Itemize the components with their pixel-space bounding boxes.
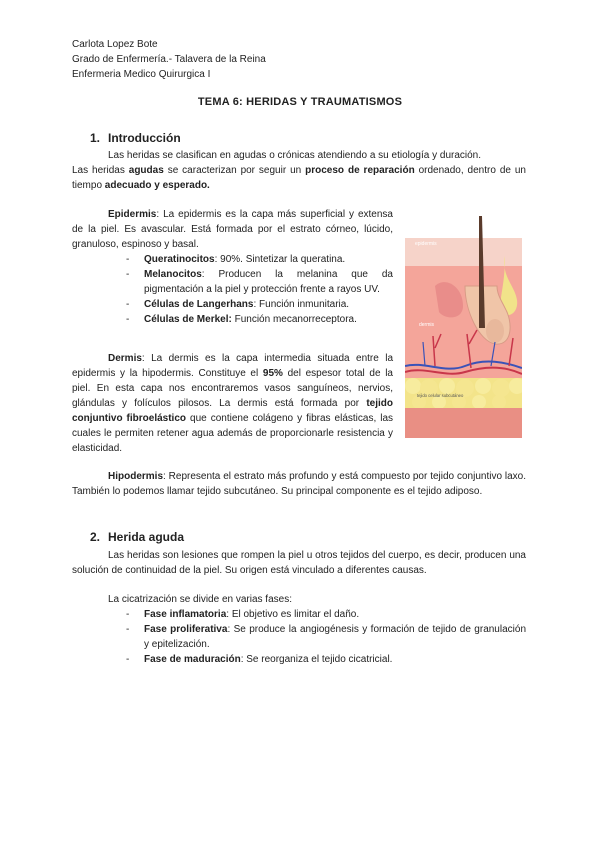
cell-text: Función mecanorreceptora. xyxy=(231,314,357,325)
intro-text-e: ordenado, dentro de un tiempo xyxy=(72,165,526,191)
phase-text: : Se produce la angiogénesis y formación de tejido de granulación y epitelización. xyxy=(144,624,527,650)
phase-name: Fase de maduración xyxy=(144,654,241,665)
document-header xyxy=(72,37,266,82)
hipodermis-text xyxy=(72,469,526,499)
intro-bold-agudas: agudas xyxy=(128,165,164,176)
hipodermis-description: : Representa el estrato más profundo y está compuesto por tejido conjuntivo laxo. También lo podemos llamar tejido subcutáneo. Su principal componente es el tejido adiposo. xyxy=(72,471,526,497)
cell-name: Células de Merkel: xyxy=(144,314,232,325)
epidermis-cell-list xyxy=(126,252,393,327)
course-name: Enfermeria Medico Quirurgica I xyxy=(72,69,211,80)
label-hypodermis: tejido celular subcutáneo xyxy=(417,393,464,398)
list-item xyxy=(126,622,526,652)
hair-bulb xyxy=(486,319,504,343)
cell-name: Queratinocitos xyxy=(144,254,215,265)
dermis-percent: 95% xyxy=(262,368,283,379)
dermis-text-b: del espesor total de la piel. En esta capa nos encontraremos vasos sanguíneos, nervios, glándulas y folículos pilosos. La dermis está formada por xyxy=(72,368,393,409)
dermis-tissue: tejido conjuntivo fibroelástico xyxy=(72,398,393,424)
list-item xyxy=(126,297,393,312)
muscle-layer xyxy=(405,408,522,438)
cell-text: : Función inmunitaria. xyxy=(253,299,350,310)
section-1-number: 1. xyxy=(90,131,101,145)
herida-aguda-paragraph xyxy=(72,548,526,578)
epidermis-text xyxy=(72,207,393,252)
phase-text: : El objetivo es limitar el daño. xyxy=(226,609,360,620)
label-epidermis: epidermis xyxy=(415,241,437,247)
section-2-number: 2. xyxy=(90,530,101,544)
author-name: Carlota Lopez Bote xyxy=(72,39,158,50)
cicatrizacion-intro: La cicatrización se divide en varias fases: xyxy=(108,594,292,605)
hipodermis-label: Hipodermis xyxy=(108,471,164,482)
cell-text: : Producen la melanina que da pigmentación a la piel y protección frente a rayos UV. xyxy=(144,269,393,295)
dermis-text-c: que contiene colágeno y fibras elásticas, las cuales le permiten retener agua además de proporcionarle resistencia y elasticidad. xyxy=(72,413,393,454)
epidermis-paragraph xyxy=(72,207,393,252)
epidermis-description: : La epidermis es la capa más superficial y extensa de la piel. Es avascular. Está formada por el estrato córneo, lúcido, granuloso, espinoso y basal. xyxy=(72,209,393,250)
epidermis-label: Epidermis xyxy=(108,209,157,220)
dermis-label: Dermis xyxy=(108,353,142,364)
dermis-text xyxy=(72,351,393,456)
cell-text: : 90%. Sintetizar la queratina. xyxy=(214,254,346,265)
cell-name: Células de Langerhans xyxy=(144,299,254,310)
list-item xyxy=(126,267,393,297)
section-2-heading xyxy=(90,530,184,544)
phase-name: Fase inflamatoria xyxy=(144,609,227,620)
intro-text-a: Las heridas xyxy=(72,165,129,176)
skin-layers-illustration xyxy=(405,216,522,438)
healing-phases-list xyxy=(126,607,526,667)
document-title: TEMA 6: HERIDAS Y TRAUMATISMOS xyxy=(197,96,403,108)
list-item xyxy=(126,252,393,267)
phase-name: Fase proliferativa xyxy=(144,624,228,635)
label-dermis: dermis xyxy=(419,322,435,328)
intro-bold-proceso: proceso de reparación xyxy=(305,165,415,176)
hipodermis-paragraph xyxy=(72,469,526,499)
list-item xyxy=(126,312,393,327)
dermis-text-a: : La dermis es la capa intermedia situada entre la epidermis y la hipodermis. Constituye el xyxy=(72,353,393,379)
section-1-heading xyxy=(90,131,181,145)
section-1-title: Introducción xyxy=(108,131,181,145)
intro-line-1: Las heridas se clasifican en agudas o crónicas atendiendo a su etiología y duración. xyxy=(108,150,482,161)
intro-bold-tiempo: adecuado y esperado. xyxy=(104,180,210,191)
intro-text-c: se caracterizan por seguir un xyxy=(163,165,306,176)
section-2-title: Herida aguda xyxy=(108,530,185,544)
list-item xyxy=(126,652,526,667)
cell-name: Melanocitos xyxy=(144,269,202,280)
dermis-paragraph xyxy=(72,351,393,456)
intro-paragraph xyxy=(72,148,526,193)
degree-name: Grado de Enfermería.- Talavera de la Reina xyxy=(72,54,266,65)
intro-line-2 xyxy=(72,163,526,193)
list-item xyxy=(126,607,526,622)
phase-text: : Se reorganiza el tejido cicatricial. xyxy=(240,654,393,665)
herida-aguda-text: Las heridas son lesiones que rompen la piel u otros tejidos del cuerpo, es decir, producen una solución de continuidad de la piel. Su origen está vinculado a diferentes causas. xyxy=(72,550,526,576)
